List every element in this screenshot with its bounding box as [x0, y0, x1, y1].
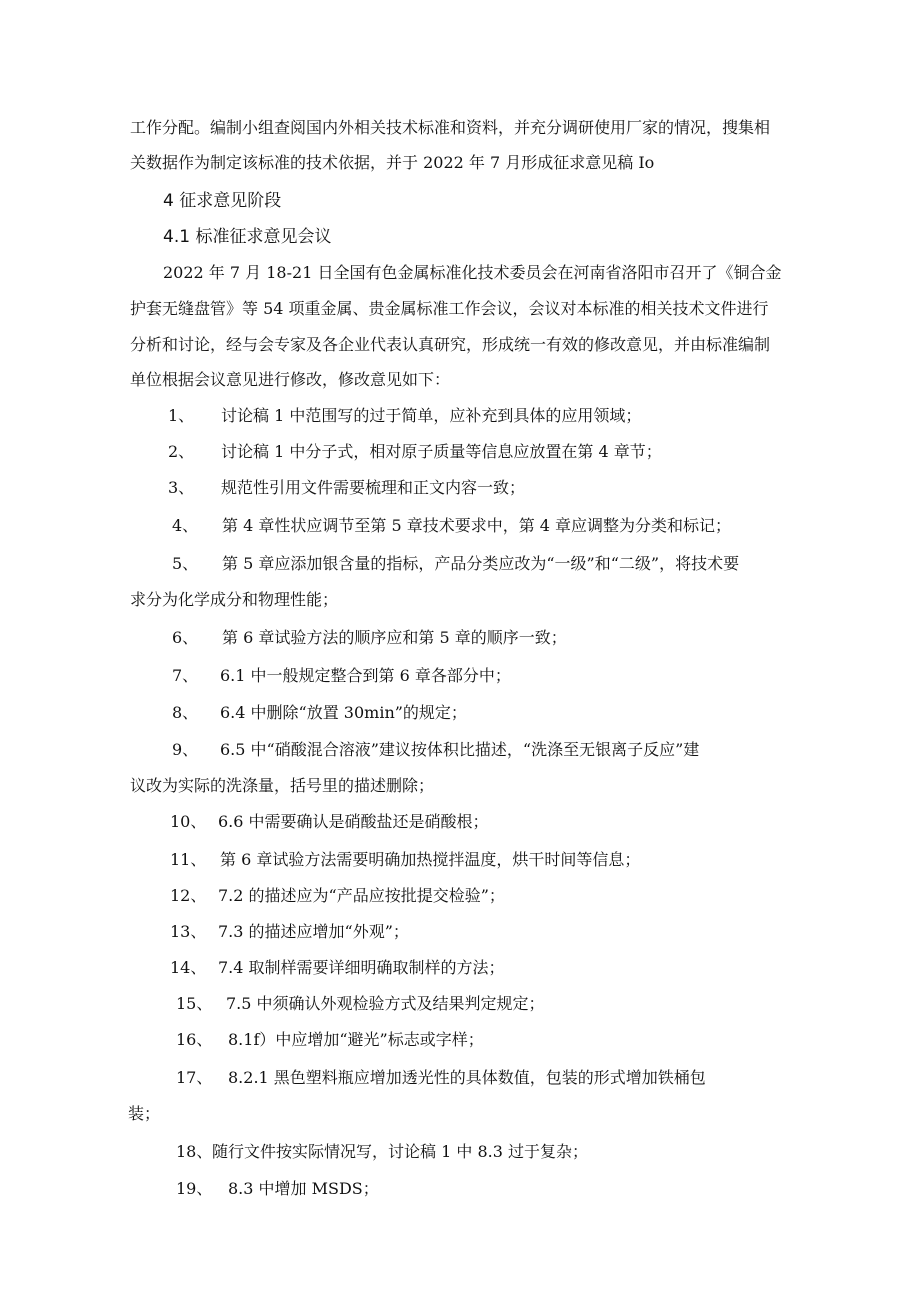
section-heading: 4 征求意见阶段	[163, 191, 282, 211]
list-item-text: 8.3 中增加 MSDS；	[228, 1179, 379, 1198]
list-item-number: 7、	[172, 666, 199, 685]
intro-line-1: 工作分配。编制小组查阅国内外相关技术标准和资料，并充分调研使用厂家的情况，搜集相	[130, 118, 771, 137]
list-item-text: 7.5 中须确认外观检验方式及结果判定规定；	[226, 994, 545, 1013]
list-item-text: 讨论稿 1 中范围写的过于简单，应补充到具体的应用领域；	[221, 406, 642, 425]
list-item-number: 16、	[176, 1030, 213, 1049]
list-item-text: 8.1f）中应增加“避光”标志或字样；	[228, 1030, 484, 1049]
list-item-number: 12、	[170, 886, 207, 905]
list-item-text: 第 6 章试验方法需要明确加热搅拌温度，烘干时间等信息；	[220, 850, 641, 869]
list-item-text: 第 4 章性状应调节至第 5 章技术要求中，第 4 章应调整为分类和标记；	[222, 516, 732, 535]
list-item-number: 11、	[170, 850, 207, 869]
list-item-number: 8、	[172, 703, 199, 722]
list-item-text: 7.2 的描述应为“产品应按批提交检验”；	[218, 886, 505, 905]
list-item-number: 15、	[176, 994, 213, 1013]
paragraph-line-3: 分析和讨论，经与会专家及各企业代表认真研究，形成统一有效的修改意见，并由标准编制	[130, 335, 771, 354]
intro-line-2: 关数据作为制定该标准的技术依据，并于 2022 年 7 月形成征求意见稿 Io	[130, 153, 655, 172]
list-item-continuation: 求分为化学成分和物理性能；	[130, 590, 339, 609]
list-item-text: 讨论稿 1 中分子式，相对原子质量等信息应放置在第 4 章节；	[221, 442, 662, 461]
subsection-heading: 4.1 标准征求意见会议	[163, 227, 332, 247]
list-item-text: 6.1 中一般规定整合到第 6 章各部分中；	[220, 666, 511, 685]
list-item-number: 17、	[176, 1068, 213, 1087]
list-item-number: 13、	[170, 922, 207, 941]
list-item-number: 3、	[168, 478, 195, 497]
list-item-text: 6.4 中删除“放置 30min”的规定；	[220, 703, 467, 722]
list-item-number: 9、	[172, 740, 199, 759]
list-item-number: 1、	[168, 406, 195, 425]
list-item-text: 6.6 中需要确认是硝酸盐还是硝酸根；	[218, 812, 489, 831]
list-item-number: 6、	[172, 628, 199, 647]
list-item-text: 随行文件按实际情况写，讨论稿 1 中 8.3 过于复杂；	[212, 1142, 588, 1161]
list-item-text: 7.3 的描述应增加“外观”；	[218, 922, 409, 941]
paragraph-line-4: 单位根据会议意见进行修改，修改意见如下：	[130, 370, 451, 389]
list-item-continuation: 装；	[128, 1104, 161, 1123]
list-item-text: 8.2.1 黑色塑料瓶应增加透光性的具体数值，包装的形式增加铁桶包	[228, 1068, 706, 1087]
list-item-number: 10、	[170, 812, 207, 831]
list-item-continuation: 议改为实际的洗涤量，括号里的描述删除；	[130, 776, 435, 795]
list-item-number: 14、	[170, 958, 207, 977]
list-item-text: 规范性引用文件需要梳理和正文内容一致；	[221, 478, 526, 497]
list-item-text: 第 6 章试验方法的顺序应和第 5 章的顺序一致；	[222, 628, 567, 647]
list-item-text: 第 5 章应添加银含量的指标，产品分类应改为“一级”和“二级”，将技术要	[222, 554, 740, 573]
list-item-number: 2、	[168, 442, 195, 461]
list-item-number: 5、	[172, 554, 199, 573]
list-item-text: 7.4 取制样需要详细明确取制样的方法；	[218, 958, 505, 977]
list-item-number: 19、	[176, 1179, 213, 1198]
list-item-text: 6.5 中“硝酸混合溶液”建议按体积比描述，“洗涤至无银离子反应”建	[220, 740, 700, 759]
paragraph-line-1: 2022 年 7 月 18-21 日全国有色金属标准化技术委员会在河南省洛阳市召开了《铜合金	[163, 263, 782, 282]
list-item-number: 4、	[172, 516, 199, 535]
paragraph-line-2: 护套无缝盘管》等 54 项重金属、贵金属标准工作会议，会议对本标准的相关技术文件进行	[130, 299, 769, 318]
list-item-number: 18、	[176, 1142, 213, 1161]
